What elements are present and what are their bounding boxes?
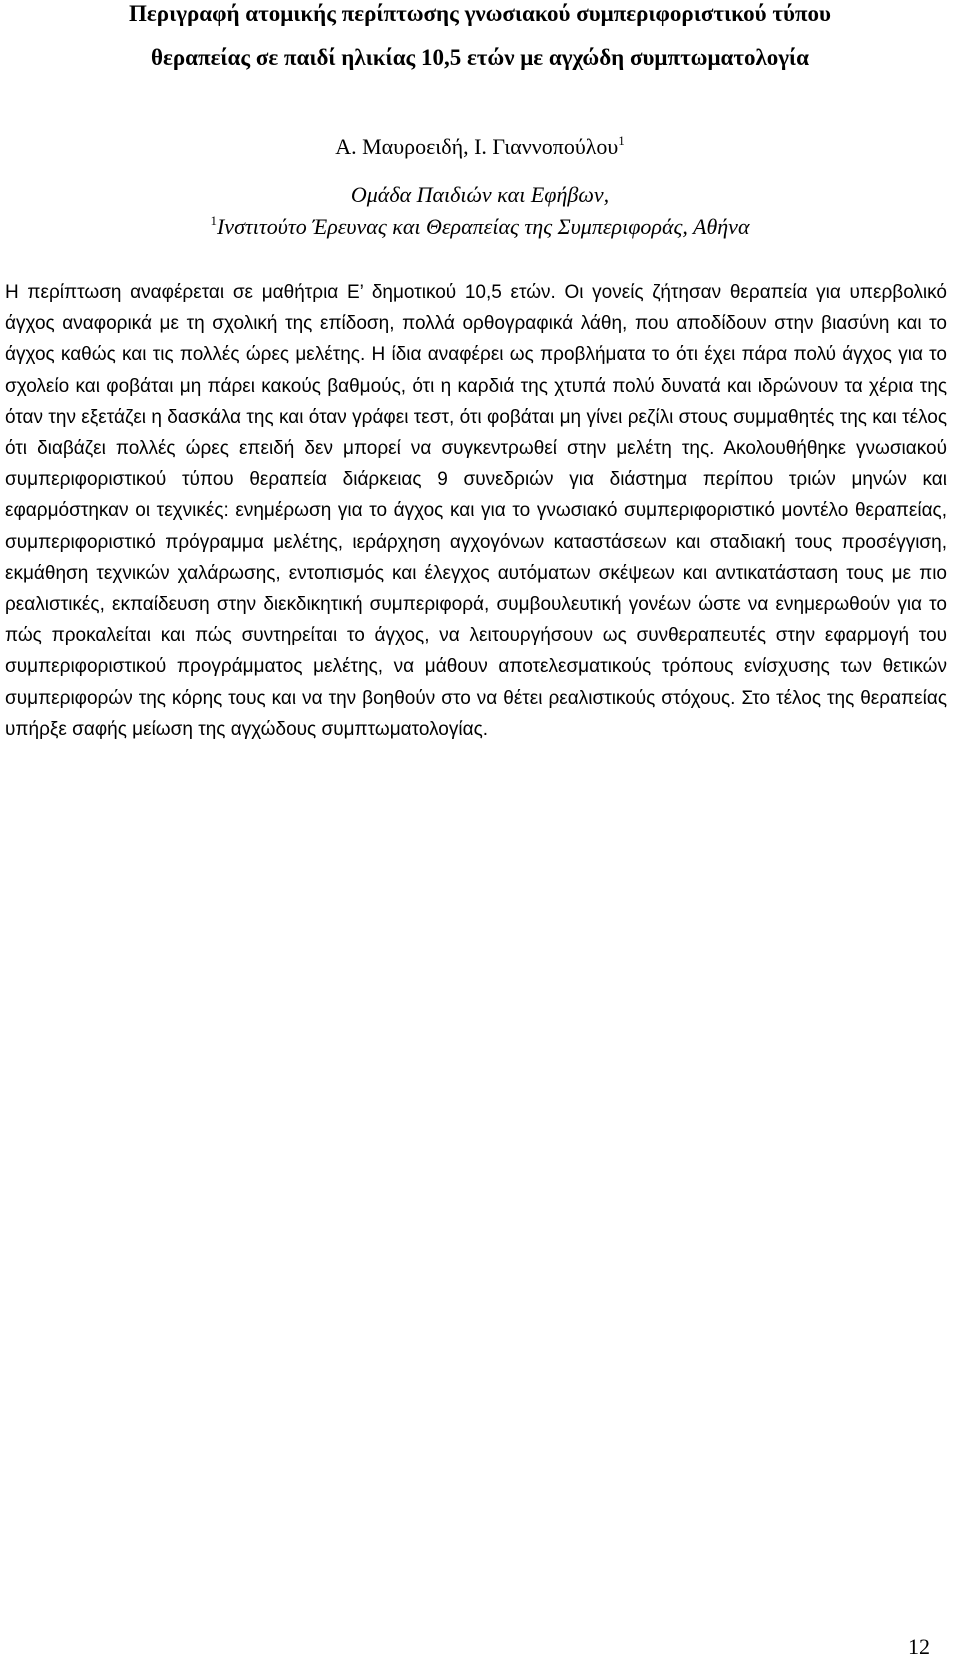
abstract-body: Η περίπτωση αναφέρεται σε μαθήτρια Ε’ δημοτικού 10,5 ετών. Οι γονείς ζήτησαν θεραπεία για υπερβολικό άγχος αναφορικά με τη σχολική της επίδοση, πολλά ορθογραφικά λάθη, που αποδίδουν στην βιασύνη και το άγχος καθώς και τις πολλές ώρες μελέτης. Η ίδια αναφέρει ως προβλήματα το ότι έχει πάρα πολύ άγχος για το σχολείο και φοβάται μη πάρει κακούς βαθμούς, ότι η καρδιά της χτυπά πολύ δυνατά και ιδρώνουν τα χέρια της όταν την εξετάζει η δασκάλα της και όταν γράφει τεστ, ότι φοβάται μη γίνει ρεζίλι στους συμμαθητές της και τέλος ότι διαβάζει πολλές ώρες επειδή δεν μπορεί να συγκεντρωθεί στην μελέτη της. Ακολουθήθηκε γνωσιακού συμπεριφοριστικού τύπου θεραπεία διάρκειας 9 συνεδριών για διάστημα περίπου τριών μηνών και εφαρμόστηκαν οι τεχνικές: ενημέρωση για το άγχος και για το γνωσιακό συμπεριφοριστικό μοντέλο θεραπείας, συμπεριφοριστικό πρόγραμμα μελέτης, ιεράρχηση αγχογόνων καταστάσεων και σταδιακή τους προσέγγιση, εκμάθηση τεχνικών χαλάρωσης, εντοπισμός και έλεγχος αυτόματων σκέψεων και αντικατάσταση τους με πιο ρεαλιστικές, εκπαίδευση στην διεκδικητική συμπεριφορά, συμβουλευτική γονέων ώστε να ενημερωθούν για το πώς προκαλείται και πώς συντηρείται το άγχος, να λειτουργήσουν ως συνθεραπευτές στην εφαρμογή του συμπεριφοριστικού προγράμματος μελέτης, να μάθουν αποτελεσματικούς τρόπους ενίσχυσης των θετικών συμπεριφορών της κόρης τους και να την βοηθούν στο να θέτει ρεαλιστικούς στόχους. Στο τέλος της θεραπείας υπήρξε σαφής μείωση της αγχώδους συμπτωματολογίας.	[5, 282, 947, 740]
page-number: 12	[908, 1634, 930, 1659]
title-line-1: Περιγραφή ατομικής περίπτωσης γνωσιακού συμπεριφοριστικού τύπου	[129, 1, 831, 26]
author-affiliation-marker: 1	[618, 133, 625, 148]
authors	[0, 133, 960, 159]
author-names: Α. Μαυροειδή, Ι. Γιαννοπούλου	[335, 134, 619, 159]
affiliation-line-2	[0, 213, 960, 239]
affiliation-line-1: Ομάδα Παιδιών και Εφήβων,	[350, 182, 610, 207]
affiliation-institute: Ινστιτούτο Έρευνας και Θεραπείας της Συμπεριφοράς, Αθήνα	[216, 214, 750, 239]
affiliation-marker: 1	[210, 213, 217, 228]
title-line-2: θεραπείας σε παιδί ηλικίας 10,5 ετών με αγχώδη συμπτωματολογία	[151, 45, 809, 70]
